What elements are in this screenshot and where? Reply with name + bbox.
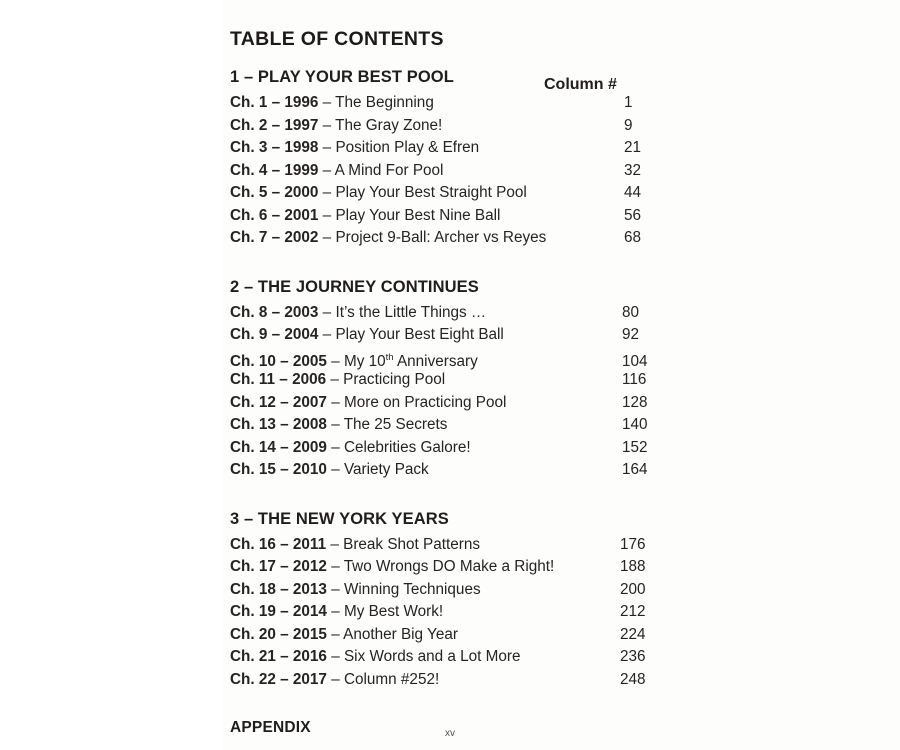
toc-content bbox=[230, 28, 860, 737]
toc-entry-dash: – bbox=[318, 326, 336, 343]
toc-entry-page: 248 bbox=[620, 670, 646, 688]
toc-entry-title: More on Practicing Pool bbox=[343, 393, 507, 411]
toc-entry-title: Play Your Best Eight Ball bbox=[335, 326, 504, 343]
toc-entry-chapter: Ch. 15 – 2010 bbox=[230, 461, 327, 478]
toc-entry-chapter: Ch. 22 – 2017 bbox=[230, 670, 327, 688]
toc-entry[interactable] bbox=[230, 347, 860, 370]
toc-entry-chapter: Ch. 17 – 2012 bbox=[230, 558, 327, 575]
section-title: 1 – PLAY YOUR BEST POOL bbox=[230, 68, 454, 86]
toc-entry-chapter: Ch. 6 – 2001 bbox=[230, 206, 319, 224]
toc-entry[interactable] bbox=[230, 369, 860, 392]
appendix-heading[interactable]: APPENDIX bbox=[230, 719, 311, 736]
toc-entry-title: The Gray Zone! bbox=[335, 116, 443, 134]
toc-entry-title: Play Your Best Straight Pool bbox=[335, 184, 527, 201]
toc-entry-chapter: Ch. 13 – 2008 bbox=[230, 416, 327, 433]
toc-entry-title: Celebrities Galore! bbox=[343, 438, 471, 456]
toc-entry-chapter: Ch. 1 – 1996 bbox=[230, 94, 319, 111]
toc-entry[interactable] bbox=[230, 579, 860, 602]
toc-entry-page: 104 bbox=[622, 352, 648, 370]
toc-entry[interactable] bbox=[230, 556, 860, 579]
toc-entry[interactable] bbox=[230, 392, 860, 415]
toc-entry-dash: – bbox=[326, 535, 344, 553]
toc-entry-chapter: Ch. 2 – 1997 bbox=[230, 116, 319, 134]
toc-entry[interactable] bbox=[230, 227, 860, 250]
page-left-margin bbox=[0, 0, 222, 750]
toc-entry-label bbox=[230, 646, 582, 669]
toc-entry-dash: – bbox=[326, 558, 344, 575]
toc-entry-chapter: Ch. 9 – 2004 bbox=[230, 326, 319, 343]
toc-entry-title: It’s the Little Things … bbox=[335, 303, 487, 321]
toc-entry[interactable] bbox=[230, 459, 860, 482]
toc-entry-dash: – bbox=[318, 229, 336, 246]
toc-entry-chapter: Ch. 5 – 2000 bbox=[230, 184, 319, 201]
toc-section-3 bbox=[230, 510, 860, 692]
toc-entry-label bbox=[230, 302, 582, 325]
toc-entry-page: 212 bbox=[620, 603, 646, 620]
toc-entry-title: Break Shot Patterns bbox=[343, 535, 481, 553]
toc-entry-page: 9 bbox=[624, 116, 633, 134]
toc-entry-chapter: Ch. 4 – 1999 bbox=[230, 161, 319, 179]
toc-entry[interactable] bbox=[230, 414, 860, 437]
toc-entry[interactable] bbox=[230, 160, 860, 183]
toc-entry-dash: – bbox=[318, 94, 336, 111]
section-header bbox=[230, 510, 860, 529]
toc-entry-page: 224 bbox=[620, 625, 646, 643]
toc-entry-title: Position Play & Efren bbox=[335, 139, 480, 156]
toc-entry-page: 236 bbox=[620, 648, 646, 665]
section-title: 2 – THE JOURNEY CONTINUES bbox=[230, 277, 479, 296]
toc-entry-dash: – bbox=[318, 116, 336, 134]
toc-entry-label bbox=[230, 459, 582, 482]
toc-entry-title: A Mind For Pool bbox=[334, 161, 444, 179]
toc-entry-dash: – bbox=[326, 461, 344, 478]
toc-entry-chapter: Ch. 10 – 2005 bbox=[230, 352, 327, 370]
toc-entry-page: 164 bbox=[622, 461, 648, 478]
toc-entry-page: 152 bbox=[622, 438, 648, 456]
toc-entry-title: Play Your Best Nine Ball bbox=[335, 206, 501, 224]
toc-entry-dash: – bbox=[318, 161, 335, 179]
toc-entry-dash: – bbox=[326, 352, 344, 370]
toc-entry-title: The Beginning bbox=[335, 94, 434, 111]
toc-entry-title: Two Wrongs DO Make a Right! bbox=[343, 558, 555, 575]
toc-entry-page: 140 bbox=[622, 416, 648, 433]
toc-entry-chapter: Ch. 12 – 2007 bbox=[230, 393, 327, 411]
toc-entry-label bbox=[230, 601, 582, 624]
toc-entry[interactable] bbox=[230, 115, 860, 138]
toc-entry-chapter: Ch. 3 – 1998 bbox=[230, 139, 319, 156]
toc-entry-label bbox=[230, 669, 582, 692]
toc-entry[interactable] bbox=[230, 137, 860, 160]
toc-entry-title: Six Words and a Lot More bbox=[343, 648, 521, 665]
page-title: TABLE OF CONTENTS bbox=[230, 28, 444, 50]
toc-entry-page: 56 bbox=[624, 206, 642, 224]
toc-entry-chapter: Ch. 7 – 2002 bbox=[230, 229, 319, 246]
toc-entry-dash: – bbox=[326, 670, 344, 688]
toc-entry[interactable] bbox=[230, 669, 860, 692]
toc-entry-label bbox=[230, 437, 582, 460]
toc-entry-label bbox=[230, 579, 582, 602]
toc-entry-title: Winning Techniques bbox=[343, 580, 481, 598]
toc-entry-label bbox=[230, 160, 582, 183]
toc-entry-dash: – bbox=[318, 139, 336, 156]
toc-entry[interactable] bbox=[230, 92, 860, 115]
toc-entry-dash: – bbox=[318, 184, 336, 201]
toc-entry-dash: – bbox=[326, 393, 344, 411]
toc-entry-label bbox=[230, 115, 582, 138]
toc-entry-title: The 25 Secrets bbox=[343, 416, 448, 433]
toc-entry[interactable] bbox=[230, 534, 860, 557]
toc-section-1 bbox=[230, 68, 860, 250]
toc-entry[interactable] bbox=[230, 302, 860, 325]
toc-entry-title: Variety Pack bbox=[343, 461, 429, 478]
toc-entry-page: 176 bbox=[620, 535, 646, 553]
toc-entry-title-post: Anniversary bbox=[393, 352, 478, 370]
toc-entry-dash: – bbox=[326, 648, 344, 665]
section-title: 3 – THE NEW YORK YEARS bbox=[230, 509, 449, 528]
toc-entry-label bbox=[230, 556, 582, 579]
toc-entry-chapter: Ch. 8 – 2003 bbox=[230, 303, 319, 321]
toc-entry-dash: – bbox=[318, 206, 336, 224]
toc-entry[interactable] bbox=[230, 205, 860, 228]
toc-entry-title-pre: My 10 bbox=[343, 352, 386, 370]
toc-section-2 bbox=[230, 278, 860, 482]
toc-entry[interactable] bbox=[230, 646, 860, 669]
toc-entry-dash: – bbox=[326, 371, 344, 388]
toc-entry-title: Project 9-Ball: Archer vs Reyes bbox=[335, 229, 547, 246]
toc-entry-page: 68 bbox=[624, 229, 642, 246]
toc-entry-page: 200 bbox=[620, 580, 646, 598]
toc-entry-label bbox=[230, 137, 582, 160]
toc-entry-label bbox=[230, 414, 582, 437]
toc-entry-page: 44 bbox=[624, 184, 642, 201]
toc-entry-label bbox=[230, 205, 582, 228]
toc-entry[interactable] bbox=[230, 601, 860, 624]
toc-entry-dash: – bbox=[326, 625, 344, 643]
toc-entry-title: Another Big Year bbox=[343, 625, 458, 643]
toc-entry-title-superscript: th bbox=[385, 351, 394, 363]
toc-entry-label bbox=[230, 392, 582, 415]
toc-entry[interactable] bbox=[230, 182, 860, 205]
toc-entry-label bbox=[230, 624, 582, 647]
column-number-header: Column # bbox=[544, 76, 617, 93]
toc-entry-chapter: Ch. 21 – 2016 bbox=[230, 648, 327, 665]
toc-entry-label bbox=[230, 534, 582, 557]
section-header bbox=[230, 278, 860, 297]
toc-entry-chapter: Ch. 18 – 2013 bbox=[230, 580, 327, 598]
toc-entry-page: 188 bbox=[620, 558, 646, 575]
toc-entry-chapter: Ch. 11 – 2006 bbox=[230, 371, 327, 388]
toc-entry[interactable] bbox=[230, 324, 860, 347]
toc-entry-label bbox=[230, 369, 582, 392]
toc-entry-label bbox=[230, 92, 582, 115]
toc-entry-dash: – bbox=[326, 416, 344, 433]
toc-entry-title: My Best Work! bbox=[343, 603, 444, 620]
toc-entry-label bbox=[230, 227, 582, 250]
toc-entry-dash: – bbox=[326, 603, 344, 620]
toc-entry-dash: – bbox=[318, 303, 336, 321]
toc-entry-page: 21 bbox=[624, 139, 642, 156]
page-folio: xv bbox=[445, 728, 455, 739]
toc-entry-chapter: Ch. 19 – 2014 bbox=[230, 603, 327, 620]
toc-entry-chapter: Ch. 16 – 2011 bbox=[230, 535, 327, 553]
toc-entry-page: 92 bbox=[622, 326, 640, 343]
toc-entry-page: 116 bbox=[622, 371, 647, 388]
toc-entry[interactable] bbox=[230, 624, 860, 647]
toc-entry-dash: – bbox=[326, 438, 344, 456]
toc-entry-label bbox=[230, 182, 582, 205]
toc-entry[interactable] bbox=[230, 437, 860, 460]
toc-entry-title: Practicing Pool bbox=[343, 371, 446, 388]
toc-entry-page: 32 bbox=[624, 161, 642, 179]
toc-entry-chapter: Ch. 14 – 2009 bbox=[230, 438, 327, 456]
toc-entry-page: 80 bbox=[622, 303, 640, 321]
toc-entry-title: Column #252! bbox=[343, 670, 440, 688]
toc-entry-label bbox=[230, 324, 582, 347]
toc-entry-page: 128 bbox=[622, 393, 648, 411]
toc-entry-page: 1 bbox=[624, 94, 633, 111]
toc-entry-dash: – bbox=[326, 580, 344, 598]
toc-entry-chapter: Ch. 20 – 2015 bbox=[230, 625, 327, 643]
